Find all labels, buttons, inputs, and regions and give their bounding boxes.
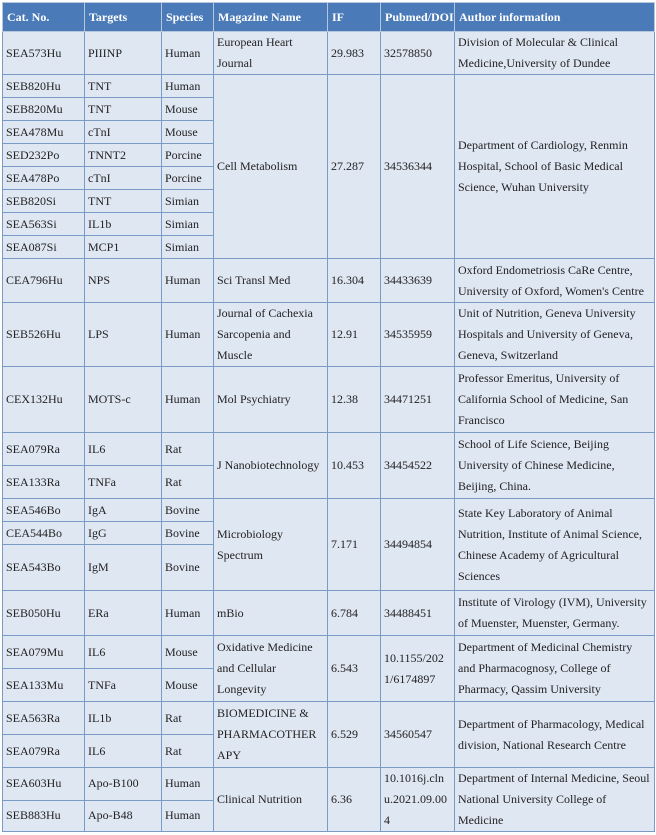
pubmed-doi-cell: 34560547 [381,702,455,768]
species-cell: Human [162,591,214,636]
species-cell: Bovine [162,522,214,545]
table-row [3,636,655,669]
species-cell: Simian [162,236,214,259]
target-cell: TNT [85,190,162,213]
cat-no-cell: SEB820Hu [3,75,85,98]
pubmed-doi-cell: 34454522 [381,433,455,499]
if-cell: 6.36 [328,768,381,832]
species-cell: Bovine [162,545,214,591]
header-row [3,3,655,32]
header-pubmed-doi: Pubmed/DOI [381,3,455,32]
magazine-name-cell: Mol Psychiatry [214,367,328,433]
table-row [3,433,655,466]
cat-no-cell: SEB883Hu [3,800,85,832]
cat-no-cell: SEA133Ra [3,466,85,499]
table-row [3,768,655,801]
author-information-cell: Department of Pharmacology, Medical division, National Research Centre [455,702,655,768]
author-information-cell: Institute of Virology (IVM), University of Muenster, Muenster, Germany. [455,591,655,636]
target-cell: TNFa [85,466,162,499]
target-cell: IL6 [85,636,162,669]
magazine-name-cell: BIOMEDICINE & PHARMACOTHERAPY [214,702,328,768]
cat-no-cell: SEA133Mu [3,669,85,702]
author-information-cell: School of Life Science, Beijing University of Chinese Medicine, Beijing, China. [455,433,655,499]
header-author-information: Author information [455,3,655,32]
cat-no-cell: SEA563Si [3,213,85,236]
magazine-name-cell: Sci Transl Med [214,259,328,303]
target-cell: cTnI [85,167,162,190]
table-row [3,591,655,636]
magazine-name-cell: Journal of Cachexia Sarcopenia and Muscle [214,303,328,367]
species-cell: Simian [162,213,214,236]
header-targets: Targets [85,3,162,32]
if-cell: 29.983 [328,32,381,75]
species-cell: Mouse [162,669,214,702]
pubmed-doi-cell: 34536344 [381,75,455,259]
species-cell: Human [162,303,214,367]
cat-no-cell: CEX132Hu [3,367,85,433]
species-cell: Rat [162,702,214,735]
target-cell: IgG [85,522,162,545]
magazine-name-cell: mBio [214,591,328,636]
target-cell: IL1b [85,213,162,236]
magazine-name-cell: Cell Metabolism [214,75,328,259]
species-cell: Human [162,259,214,303]
if-cell: 10.453 [328,433,381,499]
target-cell: Apo-B100 [85,768,162,801]
pubmed-doi-cell: 32578850 [381,32,455,75]
magazine-name-cell: J Nanobiotechnology [214,433,328,499]
species-cell: Simian [162,190,214,213]
table-row [3,259,655,303]
author-information-cell: Professor Emeritus, University of California School of Medicine, San Francisco [455,367,655,433]
pubmed-doi-cell: 34535959 [381,303,455,367]
species-cell: Human [162,800,214,832]
header-species: Species [162,3,214,32]
species-cell: Human [162,75,214,98]
cat-no-cell: SEA087Si [3,236,85,259]
pubmed-doi-cell: 34494854 [381,499,455,591]
cat-no-cell: SEB820Si [3,190,85,213]
cat-no-cell: SEA543Bo [3,545,85,591]
target-cell: Apo-B48 [85,800,162,832]
citation-table [2,2,655,832]
target-cell: IL6 [85,433,162,466]
species-cell: Mouse [162,98,214,121]
cat-no-cell: SEA079Mu [3,636,85,669]
target-cell: PIIINP [85,32,162,75]
target-cell: cTnI [85,121,162,144]
cat-no-cell: SEB526Hu [3,303,85,367]
species-cell: Rat [162,433,214,466]
table-row [3,499,655,522]
cat-no-cell: SEA603Hu [3,768,85,801]
target-cell: NPS [85,259,162,303]
if-cell: 27.287 [328,75,381,259]
if-cell: 6.784 [328,591,381,636]
header-magazine-name: Magazine Name [214,3,328,32]
table-body [3,32,655,832]
magazine-name-cell: European Heart Journal [214,32,328,75]
magazine-name-cell: Microbiology Spectrum [214,499,328,591]
cat-no-cell: SED232Po [3,144,85,167]
author-information-cell: Department of Medicinal Chemistry and Pharmacognosy, College of Pharmacy, Qassim University [455,636,655,702]
if-cell: 6.543 [328,636,381,702]
author-information-cell: State Key Laboratory of Animal Nutrition, Institute of Animal Science, Chinese Academy of Agricultural Sciences [455,499,655,591]
author-information-cell: Unit of Nutrition, Geneva University Hospitals and University of Geneva, Geneva, Switzerland [455,303,655,367]
species-cell: Human [162,768,214,801]
target-cell: TNFa [85,669,162,702]
header-if: IF [328,3,381,32]
author-information-cell: Department of Cardiology, Renmin Hospital, School of Basic Medical Science, Wuhan University [455,75,655,259]
species-cell: Rat [162,466,214,499]
target-cell: IL1b [85,702,162,735]
magazine-name-cell: Clinical Nutrition [214,768,328,832]
target-cell: TNNT2 [85,144,162,167]
cat-no-cell: SEA573Hu [3,32,85,75]
cat-no-cell: SEA478Po [3,167,85,190]
author-information-cell: Oxford Endometriosis CaRe Centre, University of Oxford, Women's Centre [455,259,655,303]
cat-no-cell: CEA796Hu [3,259,85,303]
target-cell: LPS [85,303,162,367]
magazine-name-cell: Oxidative Medicine and Cellular Longevity [214,636,328,702]
species-cell: Porcine [162,167,214,190]
pubmed-doi-cell: 34471251 [381,367,455,433]
species-cell: Human [162,367,214,433]
cat-no-cell: SEA079Ra [3,735,85,768]
if-cell: 7.171 [328,499,381,591]
species-cell: Rat [162,735,214,768]
cat-no-cell: SEA079Ra [3,433,85,466]
target-cell: IgM [85,545,162,591]
target-cell: ERa [85,591,162,636]
target-cell: TNT [85,75,162,98]
cat-no-cell: SEA563Ra [3,702,85,735]
cat-no-cell: SEB050Hu [3,591,85,636]
table-row [3,32,655,75]
species-cell: Bovine [162,499,214,522]
table-row [3,75,655,98]
pubmed-doi-cell: 34488451 [381,591,455,636]
cat-no-cell: SEA478Mu [3,121,85,144]
cat-no-cell: CEA544Bo [3,522,85,545]
if-cell: 6.529 [328,702,381,768]
target-cell: IgA [85,499,162,522]
target-cell: MOTS-c [85,367,162,433]
author-information-cell: Department of Internal Medicine, Seoul National University College of Medicine [455,768,655,832]
species-cell: Mouse [162,636,214,669]
target-cell: IL6 [85,735,162,768]
header-cat-no: Cat. No. [3,3,85,32]
target-cell: MCP1 [85,236,162,259]
species-cell: Human [162,32,214,75]
table-row [3,367,655,433]
table-row [3,303,655,367]
if-cell: 12.38 [328,367,381,433]
table-row [3,702,655,735]
if-cell: 16.304 [328,259,381,303]
pubmed-doi-cell: 34433639 [381,259,455,303]
target-cell: TNT [85,98,162,121]
pubmed-doi-cell: 10.1155/2021/6174897 [381,636,455,702]
author-information-cell: Division of Molecular & Clinical Medicine,University of Dundee [455,32,655,75]
cat-no-cell: SEA546Bo [3,499,85,522]
species-cell: Mouse [162,121,214,144]
pubmed-doi-cell: 10.1016j.clnu.2021.09.004 [381,768,455,832]
if-cell: 12.91 [328,303,381,367]
species-cell: Porcine [162,144,214,167]
cat-no-cell: SEB820Mu [3,98,85,121]
